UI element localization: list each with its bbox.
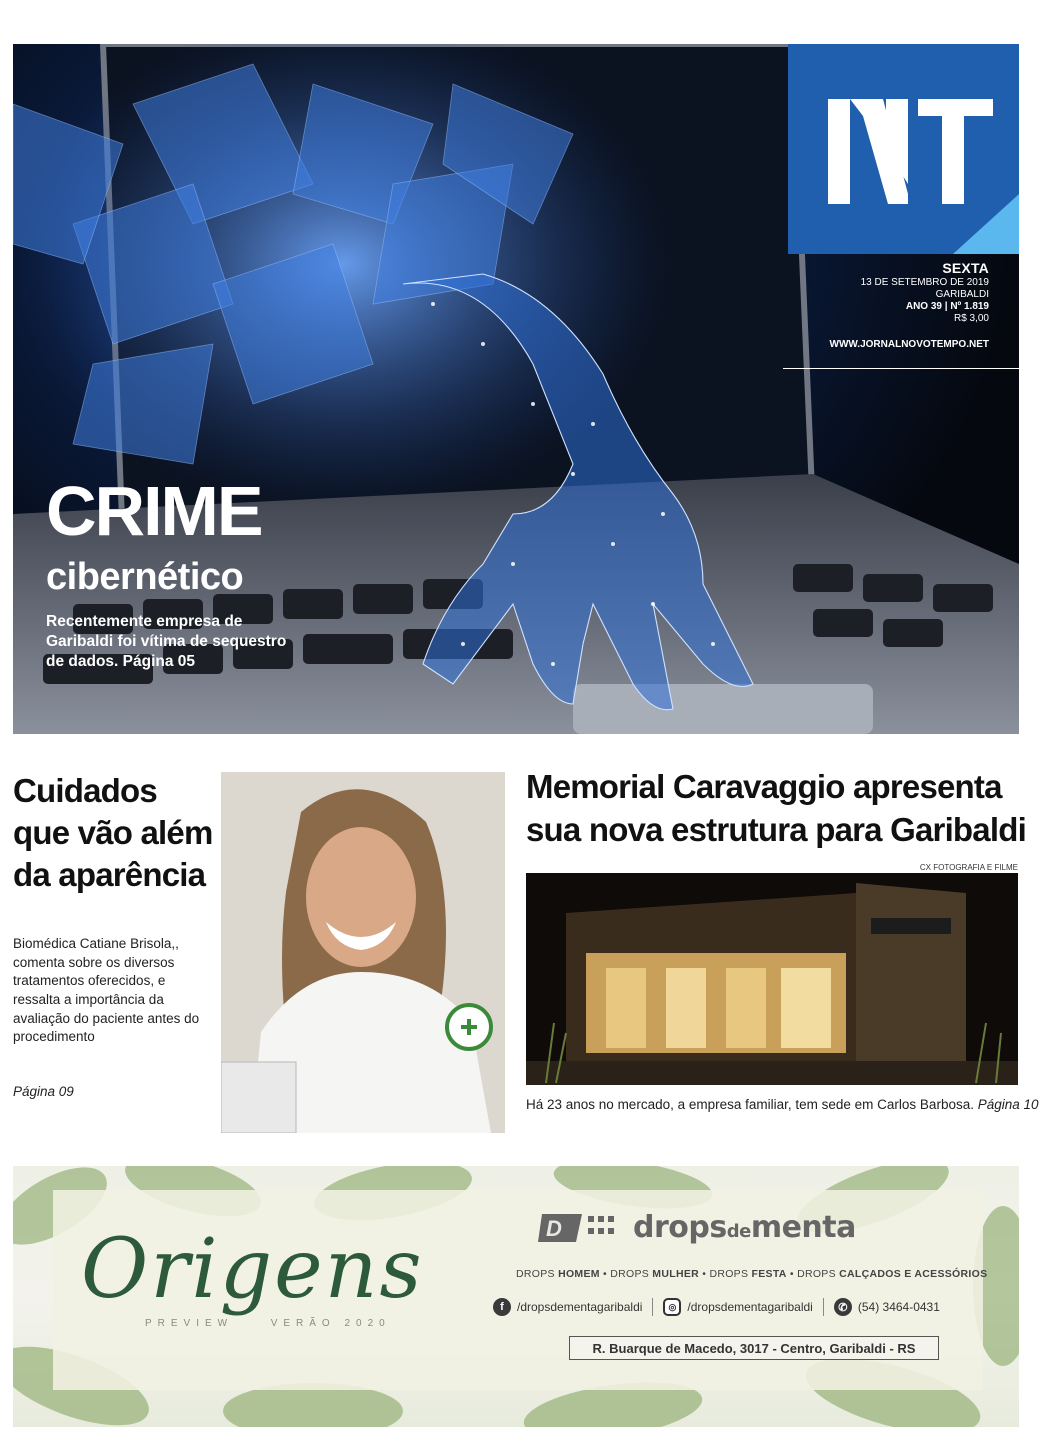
edition-price: R$ 3,00 (953, 312, 989, 324)
edition-date: 13 DE SETEMBRO DE 2019 (860, 276, 989, 288)
nt-logo-icon (788, 44, 1019, 254)
cat-prefix: DROPS (516, 1268, 555, 1280)
masthead-logo (788, 44, 1019, 254)
social-contacts (493, 1296, 940, 1318)
memorial-building-photo (526, 873, 1018, 1085)
edition-issue: ANO 39 | Nº 1.819 (905, 300, 989, 312)
building-illustration (526, 873, 1018, 1085)
phone-number[interactable]: (54) 3464-0431 (857, 1300, 940, 1314)
cat-prefix: DROPS (709, 1268, 749, 1280)
product-categories: DROPS HOMEM • DROPS MULHER • DROPS FESTA • DROPS CALÇADOS E ACESSÓRIOS (516, 1268, 988, 1280)
hero-title: CRIME (46, 472, 262, 550)
social-divider (652, 1298, 653, 1316)
store-address: R. Buarque de Macedo, 3017 - Centro, Garibaldi - RS (569, 1336, 939, 1360)
brand-part-drops: drops (633, 1210, 727, 1245)
drops-de-menta-logo (538, 1206, 958, 1256)
edition-info (830, 260, 989, 351)
collection-subtitle (145, 1318, 391, 1329)
instagram-link[interactable]: /dropsdementagaribaldi (687, 1300, 813, 1314)
biomedic-portrait-photo (221, 772, 505, 1133)
brand-part-menta: menta (750, 1210, 856, 1245)
hero-subtitle: cibernético (46, 556, 244, 598)
cat-homem: HOMEM (558, 1268, 600, 1280)
article-left-page-ref: Página 09 (13, 1084, 74, 1099)
hero-cover (13, 44, 1019, 734)
edition-city: GARIBALDI (935, 288, 989, 300)
phone-icon: ✆ (834, 1298, 852, 1316)
facebook-icon: f (493, 1298, 511, 1316)
cat-prefix: DROPS (797, 1268, 836, 1280)
cat-calcados: CALÇADOS E ACESSÓRIOS (839, 1268, 988, 1280)
dm-logo-icon (538, 1206, 628, 1246)
social-divider (823, 1298, 824, 1316)
cat-mulher: MULHER (652, 1268, 700, 1280)
article-right-headline[interactable]: Memorial Caravaggio apresenta sua nova estrutura para Garibaldi (526, 768, 1026, 848)
collection-title: Origens (81, 1222, 424, 1317)
hero-description: Recentemente empresa de Garibaldi foi vítima de sequestro de dados. Página 05 (46, 613, 287, 671)
portrait-illustration (221, 772, 505, 1133)
brand-part-de: de (726, 1221, 751, 1242)
article-left-headline[interactable]: Cuidados que vão além da aparência (13, 772, 213, 894)
edition-divider (783, 368, 1019, 369)
cat-festa: FESTA (751, 1268, 787, 1280)
svg-text:D: D (546, 1216, 562, 1241)
website-link[interactable]: WWW.JORNALNOVOTEMPO.NET (829, 338, 989, 350)
caption-page-ref: Página 10 (977, 1097, 1039, 1112)
caption-text: Há 23 anos no mercado, a empresa familiar, tem sede em Carlos Barbosa. (526, 1097, 974, 1112)
cat-prefix: DROPS (610, 1268, 650, 1280)
facebook-link[interactable]: /dropsdementagaribaldi (517, 1300, 643, 1314)
season-label: VERÃO 2020 (270, 1318, 391, 1329)
brand-name (633, 1210, 856, 1245)
photo-credit: CX FOTOGRAFIA E FILME (919, 863, 1018, 872)
edition-day: SEXTA (942, 260, 989, 276)
preview-label: PREVIEW (145, 1318, 234, 1329)
article-right-caption (526, 1097, 1039, 1112)
hero-headline-block (46, 472, 296, 672)
instagram-icon: ◎ (663, 1298, 681, 1316)
advertisement-banner[interactable] (13, 1166, 1019, 1427)
article-left-body: Biomédica Catiane Brisola,, comenta sobre os diversos tratamentos oferecidos, e ressalta a importância da avaliação do paciente antes do procedimento (13, 936, 200, 1045)
